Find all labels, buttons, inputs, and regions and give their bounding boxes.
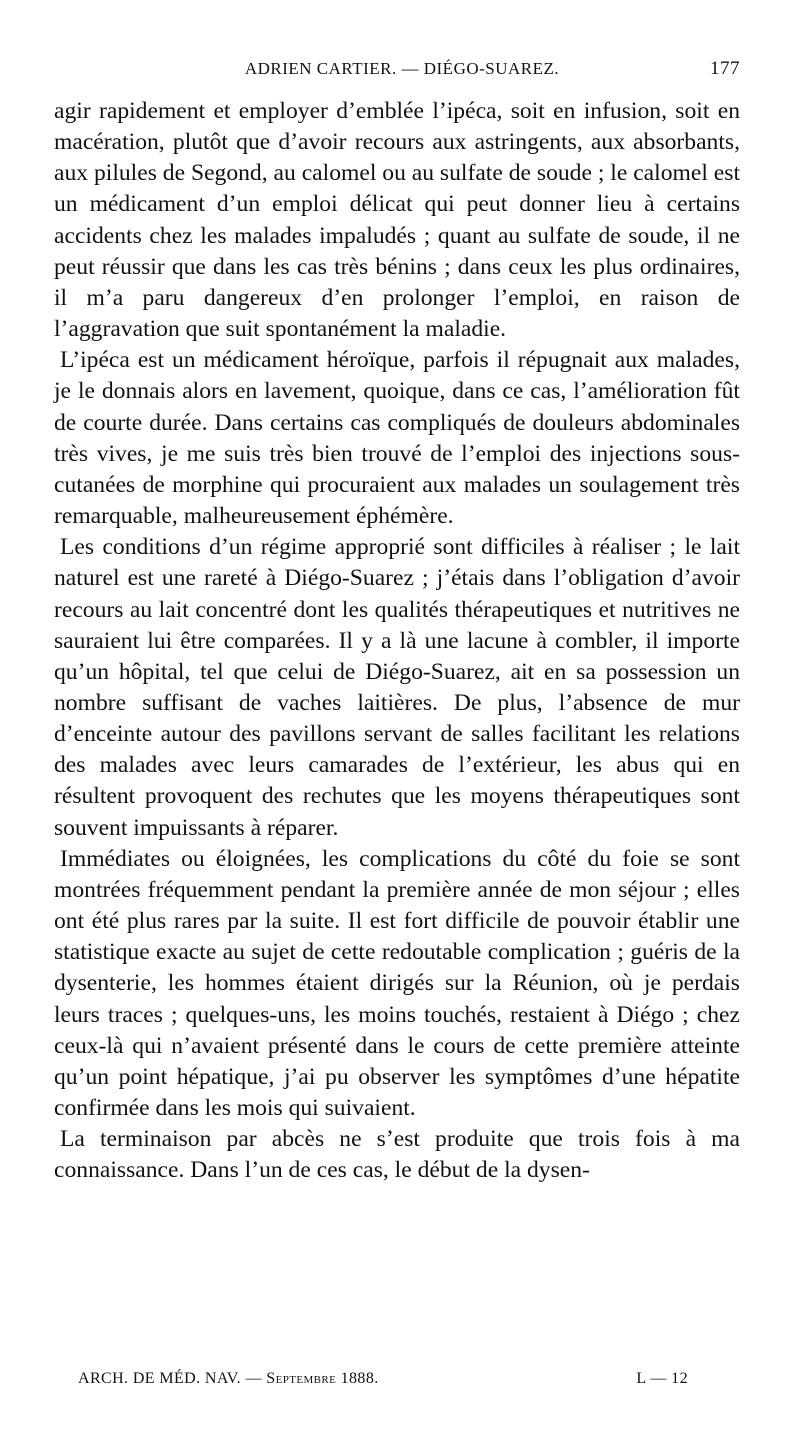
- page-number: 177: [710, 58, 740, 79]
- running-title: ADRIEN CARTIER. — DIÉGO-SUAREZ.: [244, 59, 560, 78]
- body-text: [54, 96, 740, 1186]
- journal-citation: ARCH. DE MÉD. NAV. — Septembre 1888.: [78, 1370, 379, 1387]
- running-head: [54, 58, 740, 96]
- signature-mark: L — 12: [636, 1370, 688, 1387]
- page-footer: [78, 1370, 688, 1388]
- paragraph-2: L’ipéca est un médicament héroïque, parfois il répugnait aux malades, je le donnais alors en lavement, quoique, dans ce cas, l’amélioration fût de courte durée. Dans certains cas compliqués de douleurs abdominales très vives, je me suis très bien trouvé de l’emploi des injections sous-cutanées de morphine qui procuraient aux malades un soulagement très remarquable, malheureusement éphémère.: [54, 347, 740, 530]
- paragraph-4: Immédiates ou éloignées, les complications du côté du foie se sont montrées fréquemment pendant la première année de mon séjour ; elles ont été plus rares par la suite. Il est fort difficile de pouvoir établir une statistique exacte au sujet de cette redoutable complication ; guéris de la dysenterie, les hommes étaient dirigés sur la Réunion, où je perdais leurs traces ; quelques-uns, les moins touchés, restaient à Diégo ; chez ceux-là qui n’avaient présenté dans le cours de cette première atteinte qu’un point hépatique, j’ai pu observer les symptômes d’une hépatite confirmée dans les mois qui suivaient.: [54, 845, 740, 1121]
- paragraph-1: agir rapidement et employer d’emblée l’ipéca, soit en infusion, soit en macération, plutôt que d’avoir recours aux astringents, aux absorbants, aux pilules de Segond, au calomel ou au sulfate de soude ; le calomel est un médicament d’un emploi délicat qui peut donner lieu à certains accidents chez les malades impaludés ; quant au sulfate de soude, il ne peut réussir que dans les cas très bénins ; dans ceux les plus ordinaires, il m’a paru dangereux d’en prolonger l’emploi, en raison de l’aggravation que suit spontanément la maladie.: [54, 98, 740, 343]
- page: [54, 58, 740, 1186]
- paragraph-5: La terminaison par abcès ne s’est produite que trois fois à ma connaissance. Dans l’un de ces cas, le début de la dysen-: [54, 1126, 740, 1184]
- paragraph-3: Les conditions d’un régime approprié sont difficiles à réaliser ; le lait naturel est une rareté à Diégo-Suarez ; j’étais dans l’obligation d’avoir recours au lait concentré dont les qualités thérapeutiques et nutritives ne sauraient lui être comparées. Il y a là une lacune à combler, il importe qu’un hôpital, tel que celui de Diégo-Suarez, ait en sa possession un nombre suffisant de vaches laitières. De plus, l’absence de mur d’enceinte autour des pavillons servant de salles facilitant les relations des malades avec leurs camarades de l’extérieur, les abus qui en résultent provoquent des rechutes que les moyens thérapeutiques sont souvent impuissants à réparer.: [54, 534, 740, 841]
